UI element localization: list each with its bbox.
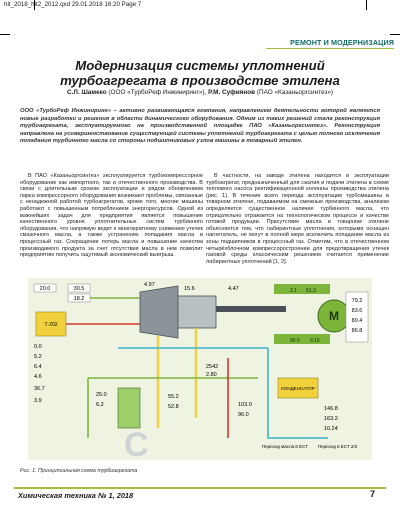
readout-value: 4.6 (34, 374, 42, 380)
readout-value: 79.2 (351, 298, 363, 304)
readout-value: 25.0 (96, 392, 107, 398)
condenser-label: КОНДЕНСАТОР (281, 386, 315, 391)
oil-tank (118, 388, 140, 428)
compressor-casing (178, 296, 216, 328)
readout-value: 146.8 (324, 406, 338, 412)
readout-value: 55.2 (168, 394, 179, 400)
readout-value: 52.8 (168, 404, 179, 410)
author-name: С.Л. Шамеко (66, 89, 107, 96)
readout-value: 2.80 (206, 372, 217, 378)
shaft (216, 306, 286, 312)
diagram-note: Переход масла в ЕСТ (262, 444, 308, 449)
author-affiliation: (ООО «ТурбоРеф Инжиниринг»), (106, 89, 209, 96)
readout-value: 4.97 (144, 282, 155, 288)
readout-value: 80.4 (351, 318, 363, 324)
figure-caption: Рис. 1. Принципиальная схема турбоагрегата (20, 468, 138, 474)
readout-value: 20.0 (39, 286, 51, 292)
author-name: Р.М. Суфиянов (208, 89, 256, 96)
readout-value: 83.6 (351, 308, 363, 314)
diagram-note: Переход в ЕСТ 2/3 (318, 444, 358, 449)
readout-value: 0.0 (34, 344, 42, 350)
authors-line (12, 89, 388, 96)
readout-value: 15.6 (184, 286, 195, 292)
footer-rule (14, 487, 386, 489)
readout-value: 5.2 (34, 354, 42, 360)
value-box (274, 334, 330, 344)
readout-value: 2542 (206, 364, 219, 370)
readout-value: 86.8 (351, 328, 363, 334)
print-slug: hit_2018_hit2_2012.qxd 29.01.2018 16:20 Page 7 (4, 1, 142, 8)
crop-mark (390, 34, 400, 35)
author-affiliation: (ПАО «Казаньоргсинтез») (255, 89, 334, 96)
readout-value: 9.15 (310, 338, 320, 344)
readout-value: 36.7 (34, 386, 45, 392)
section-rubric: РЕМОНТ И МОДЕРНИЗАЦИЯ (266, 38, 394, 49)
readout-value: 96.0 (238, 412, 249, 418)
paragraph: В ПАО «Казаньоргсинтез» эксплуатируется турбокомпрессорное оборудование как импортного, так и отечественного производства. В связи с длительным сроком эксплуатации и рядом обновлением парка компрессорного оборудования возникают проблемы, связанные с ненадежной работой турбоагрегатов, кроме того, многие машины работают с повышенным потреблением энергоресурсов. Одной из важнейших задач для предприятия является повышение качественного уровня уплотнительных систем турбинного оборудования, что напрямую ведет к многократному снижению утечек смазочного масла, а также устранению попадания масла в процессный газ. Сокращение потерь масла и повышение качества производимого продукта за счет отсутствия масла в нем позволит предприятию получить ощутимый экономический выигрыш. (20, 173, 203, 259)
readout-value: 163.2 (324, 416, 338, 422)
paragraph: В частности, на заводе этилена находится в эксплуатации турбоагрегат, предназначенный для сжатия и подачи этилена в схеме теплового насоса ректификационной колонны производства этилена (рис. 1). В течение всего периода эксплуатации турбомашины в товарном этилене, подаваемом на смежные производства, анализом определяется существенное наличие турбинного масла, что отрицательно отражается на технологическом процессе и качестве готовой продукции. Присутствие масла в товарном этилене объясняется тем, что лабиринтные уплотнения, которыми оснащен нагнетатель, не могут в полной мере исключить попадание масла из зоны подшипников в процессный газ. Отметим, что в отечественном четырёхблочном компрессоростроении для предотвращения утечек газовой среды классическим решением считается применение лабиринтных уплотнений [1, 2]. (206, 173, 389, 265)
turbine-casing (140, 286, 178, 338)
crop-mark (366, 0, 367, 10)
article-title (30, 59, 370, 88)
readout-value: 51.3 (306, 288, 316, 294)
page-number: 7 (370, 489, 376, 499)
readout-value: 103.0 (238, 402, 252, 408)
crop-mark (0, 34, 10, 35)
readout-value: 18.2 (73, 296, 85, 302)
body-column-right (206, 173, 389, 265)
readout-value: 30.5 (73, 286, 85, 292)
article-title-line: турбоагрегата в производстве этилена (60, 72, 340, 88)
body-column-left (20, 173, 203, 259)
article-title-line: Модернизация системы уплотнений (75, 58, 325, 73)
abstract: ООО «ТурбоРеф Инжиниринг» – активно развивающаяся компания, направлением деятельности которой являются новые разработки и решения в области динамического оборудования. Одним из таких решений стала реконструкция турбоагрегата, эксплуатируемого на производственной площадке ПАО «Казаньоргсинтез». Реконструкция направлена на усовершенствование существующей системы уплотнений турбоагрегата с целью полного исключения попадания турбинного масла со стороны подшипниковых узлов машины в товарный этилен. (20, 108, 380, 145)
readout-value: 3.9 (34, 398, 42, 404)
readout-value: 10.24 (324, 426, 338, 432)
logo-letter: С (124, 426, 149, 460)
footer-journal-name: Химическая техника № 1, 2018 (18, 491, 134, 500)
process-diagram (28, 278, 372, 460)
readout-value: 4.47 (228, 286, 239, 292)
vessel-label: Т-202 (44, 322, 58, 328)
process-diagram-svg (28, 278, 372, 460)
readout-value: 6.2 (96, 402, 104, 408)
readout-value: 2.1 (290, 288, 297, 294)
readout-value: 96.5 (290, 338, 300, 344)
value-box (274, 284, 330, 294)
motor-label: М (329, 309, 339, 323)
readout-value: 6.4 (34, 364, 42, 370)
